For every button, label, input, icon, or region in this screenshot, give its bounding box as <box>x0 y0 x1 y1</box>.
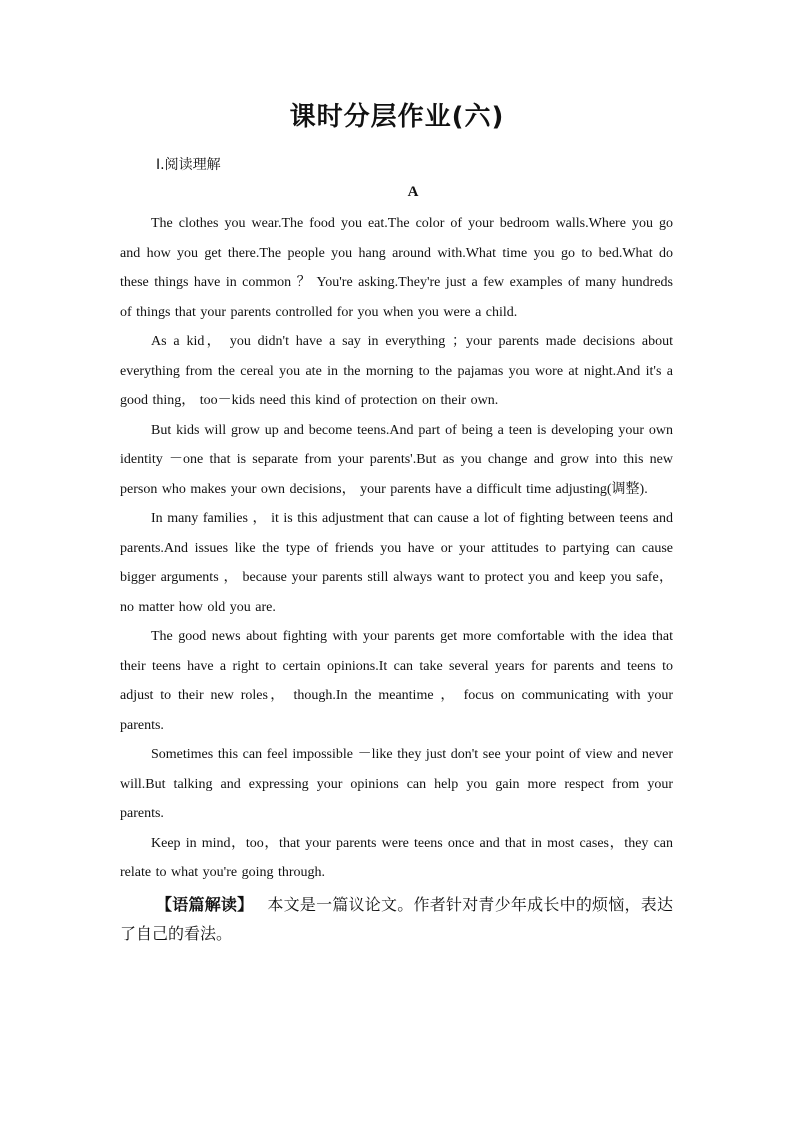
analysis-label: 【语篇解读】 <box>156 894 254 914</box>
page-title: 课时分层作业(六) <box>289 102 505 132</box>
paragraph: But kids will grow up and become teens.And part of being a teen is developing your own identity －one that is separate from your parents'.But as you change and grow into this new person who makes your own decisions， your parents have a difficult time adjusting(调整). <box>120 422 673 497</box>
passage-letter: A <box>407 184 419 200</box>
paragraph: The clothes you wear.The food you eat.The color of your bedroom walls.Where you go and how you get there.The people you hang around with.What time you go to bed.What do these things have in common ？ You're asking.They're just a few examples of many hundreds of things that your parents controlled for you when you were a child. <box>120 216 673 320</box>
paragraph: The good news about fighting with your parents get more comfortable with the idea that their teens have a right to certain opinions.It can take several years for parents and teens to adjust to their new roles， though.In the meantime ， focus on communicating with your parents. <box>120 629 673 733</box>
paragraph: In many families ， it is this adjustment that can cause a lot of fighting between teens and parents.And issues like the type of friends you have or your attitudes to partying can cause bigger arguments ， because your parents still always want to protect you and keep you safe，no matter how old you are. <box>120 511 673 615</box>
paragraph: As a kid， you didn't have a say in everything ；your parents made decisions about everything from the cereal you ate in the morning to the pajamas you wore at night.And it's a good thing， too－kids need this kind of protection on their own. <box>120 334 673 408</box>
paragraph: Sometimes this can feel impossible －like they just don't see your point of view and never will.But talking and expressing your opinions can help you gain more respect from your parents. <box>120 747 673 821</box>
section-heading: Ⅰ.阅读理解 <box>156 157 221 173</box>
passage-body <box>120 209 673 948</box>
paragraph: Keep in mind，too，that your parents were teens once and that in most cases，they can relate to what you're going through. <box>120 835 673 880</box>
passage-analysis <box>120 890 673 948</box>
analysis-text: 本文是一篇议论文。作者针对青少年成长中的烦恼，表达了自己的看法。 <box>120 894 673 943</box>
